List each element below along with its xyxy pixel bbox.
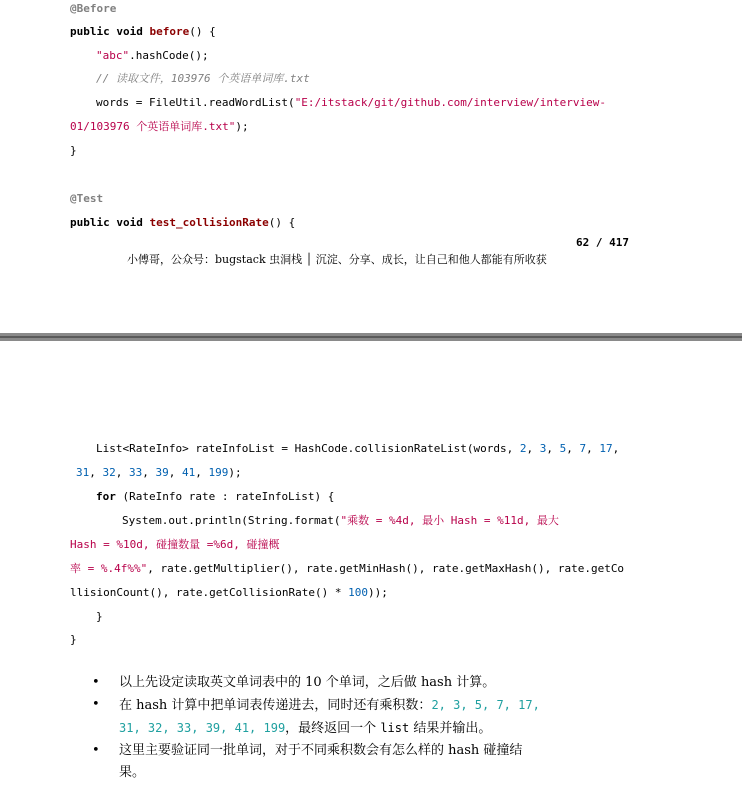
code-line-test-signature (70, 216, 295, 230)
code-line-format-args (70, 562, 624, 576)
number-literal: 41 (182, 466, 196, 479)
code-line-println (122, 514, 559, 528)
list-item-text: 结果并输出。 (409, 721, 492, 736)
code-text: () { (268, 216, 296, 229)
code-line-for (96, 490, 334, 504)
code-line-hashcode (96, 49, 209, 63)
keyword: public void (70, 25, 150, 38)
code-text: System.out.println(String.format( (122, 514, 341, 527)
list-item-text: 这里主要验证同一批单词，对于不同乘积数会有怎么样的 hash 碰撞结 (119, 743, 523, 758)
code-text: llisionCount(), rate.getCollisionRate() * (70, 586, 349, 599)
multiplier-numbers: 31, 32, 33, 39, 41, 199 (119, 721, 286, 735)
code-text: words = FileUtil.readWordList( (96, 96, 295, 109)
code-text: () { (189, 25, 216, 38)
code-line-format-cont: Hash = %10d, 碰撞数量 =%6d, 碰撞概 (70, 538, 280, 551)
string-literal: "abc" (96, 49, 130, 62)
keyword: for (96, 490, 116, 503)
list-item-text: 以上先设定读取英文单词表中的 10 个单词，之后做 hash 计算。 (119, 675, 496, 690)
code-text: )); (368, 586, 388, 599)
bullet-list (92, 672, 652, 784)
list-item (92, 740, 652, 784)
code-text: .hashCode(); (129, 49, 209, 62)
method-name: before (149, 25, 190, 38)
list-keyword: list (380, 721, 410, 735)
number-literal: 32 (102, 466, 116, 479)
page-footer-text: 小傅哥，公众号：bugstack 虫洞栈 │ 沉淀、分享、成长，让自己和他人都能有所收获 (127, 253, 547, 266)
code-line-readwordlist-cont (70, 120, 249, 134)
list-item (92, 672, 652, 694)
bullet-icon: • (92, 675, 100, 690)
code-brace: } (70, 144, 77, 157)
number-literal: 5 (559, 442, 567, 455)
list-item-text: ，最终返回一个 (285, 721, 381, 736)
code-comment: // 读取文件，103976 个英语单词库.txt (96, 72, 310, 85)
code-brace: } (70, 633, 77, 646)
code-line-readwordlist (96, 96, 606, 110)
method-name: test_collisionRate (149, 216, 269, 229)
annotation-test: @Test (70, 192, 104, 205)
number-literal: 7 (579, 442, 587, 455)
keyword: public void (70, 216, 150, 229)
code-line-format-args-cont (70, 586, 388, 600)
number-literal: 3 (539, 442, 547, 455)
code-text: List<RateInfo> rateInfoList = HashCode.collisionRateList(words, (96, 442, 520, 455)
number-literal: 100 (348, 586, 369, 599)
code-brace: } (96, 610, 103, 623)
number-literal: 31 (76, 466, 90, 479)
list-item-text: 果。 (119, 765, 146, 780)
string-literal: "E:/itstack/git/github.com/interview/interview- (294, 96, 606, 109)
string-literal: 率 = %.4f%%" (70, 562, 148, 575)
page-separator-line (0, 336, 742, 338)
list-item (92, 694, 652, 740)
code-text: ); (228, 466, 242, 479)
bullet-icon: • (92, 743, 100, 758)
string-literal: "乘数 = %4d, 最小 Hash = %11d, 最大 (340, 514, 559, 527)
code-text: , rate.getMultiplier(), rate.getMinHash(), rate.getMaxHash(), rate.getCo (147, 562, 625, 575)
multiplier-numbers: 2, 3, 5, 7, 17, (431, 698, 540, 712)
code-line-ratelist: List<RateInfo> rateInfoList = HashCode.collisionRateList(words, 2, 3, 5, 7, 17, (96, 442, 620, 455)
string-literal: 01/103976 个英语单词库.txt" (70, 120, 236, 133)
code-text: ); (235, 120, 249, 133)
page-number: 62 / 417 (576, 236, 629, 249)
number-literal: 39 (155, 466, 169, 479)
code-text: (RateInfo rate : rateInfoList) { (115, 490, 335, 503)
number-literal: 17 (599, 442, 613, 455)
list-item-text: 在 hash 计算中把单词表传递进去，同时还有乘积数： (119, 698, 432, 713)
number-literal: 33 (129, 466, 143, 479)
annotation-before: @Before (70, 2, 117, 15)
number-literal: 199 (208, 466, 229, 479)
number-literal: 2 (519, 442, 527, 455)
code-line-ratelist-cont: 31, 32, 33, 39, 41, 199); (76, 466, 242, 479)
bullet-icon: • (92, 697, 100, 712)
code-line-before-signature (70, 25, 216, 39)
